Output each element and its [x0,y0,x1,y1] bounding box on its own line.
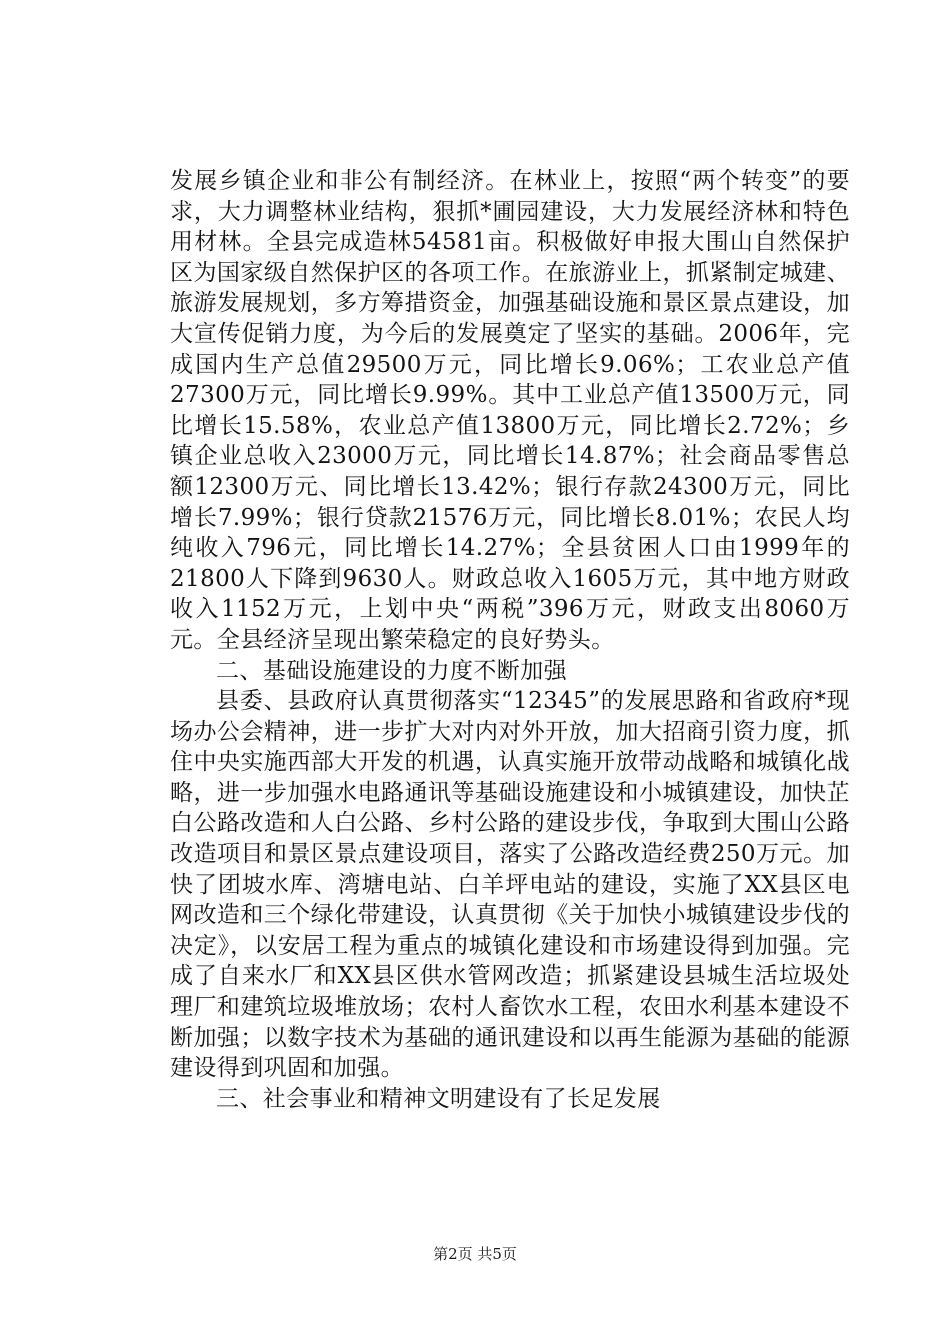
paragraph-economy: 发展乡镇企业和非公有制经济。在林业上，按照“两个转变”的要求，大力调整林业结构，狠抓*圃园建设，大力发展经济林和特色用材林。全县完成造林54581亩。积极做好申报大围山自然保护区为国家级自然保护区的各项工作。在旅游业上，抓紧制定城建、旅游发展规划，多方筹措资金，加强基础设施和景区景点建设，加大宣传促销力度，为今后的发展奠定了坚实的基础。2006年，完成国内生产总值29500万元，同比增长9.06%；工农业总产值27300万元，同比增长9.99%。其中工业总产值13500万元，同比增长15.58%，农业总产值13800万元，同比增长2.72%；乡镇企业总收入23000万元，同比增长14.87%；社会商品零售总额12300万元、同比增长13.42%；银行存款24300万元，同比增长7.99%；银行贷款21576万元，同比增长8.01%；农民人均纯收入796元，同比增长14.27%；全县贫困人口由1999年的21800人下降到9630人。财政总收入1605万元，其中地方财政收入1152万元，上划中央“两税”396万元，财政支出8060万元。全县经济呈现出繁荣稳定的良好势头。 [170,168,850,653]
section-heading-social: 三、社会事业和精神文明建设有了长足发展 [216,1085,661,1112]
page-number-footer: 第2页 共5页 [433,1245,517,1263]
paragraph-infrastructure: 县委、县政府认真贯彻落实“12345”的发展思路和省政府*现场办公会精神，进一步扩大对内对外开放，加大招商引资力度，抓住中央实施西部大开发的机遇，认真实施开放带动战略和城镇化战略，进一步加强水电路通讯等基础设施建设和小城镇建设，加快芷白公路改造和人白公路、乡村公路的建设步伐，争取到大围山公路改造项目和景区景点建设项目，落实了公路改造经费250万元。加快了团坡水库、湾塘电站、白羊坪电站的建设，实施了XX县区电网改造和三个绿化带建设，认真贯彻《关于加快小城镇建设步伐的决定》，以安居工程为重点的城镇化建设和市场建设得到加强。完成了自来水厂和XX县区供水管网改造；抓紧建设县城生活垃圾处理厂和建筑垃圾堆放场；农村人畜饮水工程，农田水利基本建设不断加强；以数字技术为基础的通讯建设和以再生能源为基础的能源建设得到巩固和加强。 [170,688,850,1082]
document-body [170,166,850,1114]
section-heading-infrastructure: 二、基础设施建设的力度不断加强 [216,657,567,684]
